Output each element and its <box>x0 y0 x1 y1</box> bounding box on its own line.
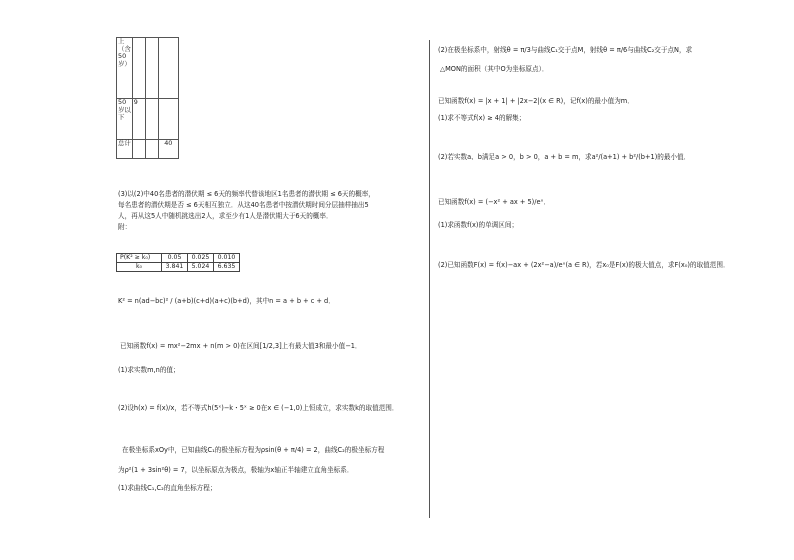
absolute-value-q2: (2)若实数a、b满足a > 0，b > 0，a + b = m，求a²/(a+1) + b²/(b+1)的最小值． <box>438 153 691 161</box>
table-row <box>117 99 179 140</box>
table-row <box>117 140 179 159</box>
k2-formula: K² = n(ad−bc)² / (a+b)(c+d)(a+c)(b+d)，其中n = a + b + c + d． <box>118 297 335 305</box>
table-header-row <box>117 254 240 263</box>
problem-function-q1: (1)求实数m,n的值； <box>118 366 180 374</box>
row-label-total: 总计 <box>117 140 133 159</box>
critical-value-table <box>116 253 240 272</box>
exponential-q2: (2)已知函数F(x) = f(x)−ax + (2x²−a)/eˣ(a ∈ R)，若x₀是F(x)的极大值点，求F(x₀)的取值范围． <box>438 261 730 269</box>
table-header: P(K² ≥ k₀) <box>117 254 162 263</box>
exponential-problem-statement: 已知函数f(x) = (−x² + ax + 5)/eˣ． <box>438 198 551 206</box>
polar-problem-q2-line-2: △MON的面积（其中O为坐标原点）． <box>440 65 549 73</box>
polar-problem-line-2: 为ρ²(1 + 3sin²θ) = 7，以坐标原点为极点，极轴为x轴正半轴建立直角坐标系． <box>118 466 354 474</box>
table-cell: 9 <box>132 99 145 140</box>
polar-problem-q2-line-1: (2)在极坐标系中，射线θ = π/3与曲线C₁交于点M，射线θ = π/6与曲线C₂交于点N，求 <box>438 46 693 54</box>
age-table-fragment <box>116 37 179 159</box>
polar-problem-q1: (1)求曲线C₁,C₂的直角坐标方程； <box>118 484 217 492</box>
absolute-value-problem-statement: 已知函数f(x) = |x + 1| + |2x−2|(x ∈ R)，记f(x)的最小值为m． <box>438 97 634 105</box>
question-3-line-2: 每名患者的潜伏期是否 ≤ 6天相互独立．从这40名患者中按潜伏期时间分层抽样抽出5 <box>118 201 369 209</box>
table-header: 0.05 <box>162 254 188 263</box>
table-cell: k₀ <box>117 263 162 272</box>
table-cell: 6.635 <box>214 263 240 272</box>
table-cell: 3.841 <box>162 263 188 272</box>
exponential-q1: (1)求函数f(x)的单调区间； <box>438 221 519 229</box>
problem-function-q2: (2)设h(x) = f(x)/x，若不等式h(5ˣ)−k・5ˣ ≥ 0在x ∈ (−1,0)上恒成立，求实数k的取值范围． <box>118 404 399 412</box>
row-label-under-50: 50岁以下 <box>117 99 133 140</box>
table-cell: 40 <box>158 140 178 159</box>
question-3-line-3: 人，再从这5人中随机挑选出2人，求至少有1人是潜伏期大于6天的概率． <box>118 212 333 220</box>
question-3-line-1: (3)以(2)中40名患者的潜伏期 ≤ 6天的频率代替该地区1名患者的潜伏期 ≤ 6天的概率， <box>118 190 375 198</box>
table-row <box>117 263 240 272</box>
table-header: 0.025 <box>188 254 214 263</box>
table-row <box>117 38 179 99</box>
polar-problem-line-1: 在极坐标系xOy中，已知曲线C₁的极坐标方程为ρsin(θ + π/4) = 2，曲线C₂的极坐标方程 <box>122 446 385 454</box>
table-header: 0.010 <box>214 254 240 263</box>
table-cell: 5.024 <box>188 263 214 272</box>
problem-function-statement: 已知函数f(x) = mx²−2mx + n(m > 0)在区间[1/2,3]上有最大值3和最小值−1． <box>120 342 362 350</box>
attachment-label: 附： <box>118 223 132 231</box>
column-divider <box>429 40 430 518</box>
row-label-50-above: 上（含50岁） <box>117 38 133 99</box>
absolute-value-q1: (1)求不等式f(x) ≥ 4的解集； <box>438 114 526 122</box>
